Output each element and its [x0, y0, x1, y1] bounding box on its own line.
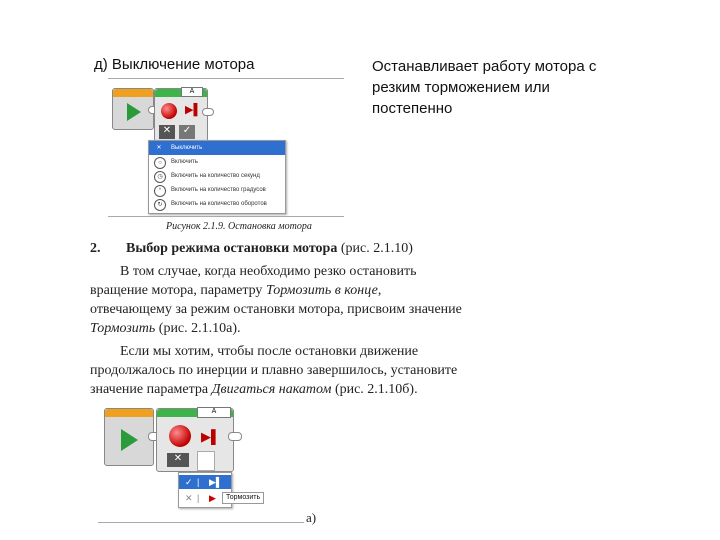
paragraph-1-line-2: вращение мотора, параметру Тормозить в конце,	[90, 283, 382, 298]
menu-item-seconds[interactable]: ◷ Включить на количество секунд	[149, 169, 285, 183]
motor-block[interactable]	[154, 88, 208, 142]
check-icon: ✓	[185, 477, 193, 487]
figure-caption: Рисунок 2.1.9. Остановка мотора	[166, 221, 312, 232]
figure2-bottom-rule	[98, 522, 304, 523]
cross-icon: ✕	[185, 493, 193, 503]
brake-param-slot[interactable]	[197, 451, 215, 471]
paragraph-1-line-3: отвечающему за режим остановки мотора, присвоим значение	[90, 302, 462, 317]
timer-icon: ◷	[154, 171, 166, 183]
brake-check-icon[interactable]: ✓	[179, 125, 195, 139]
figure-bottom-rule	[108, 216, 344, 217]
paragraph-2-line-1: Если мы хотим, чтобы после остановки движение	[120, 344, 419, 359]
rotations-icon: ↻	[154, 199, 166, 211]
paragraph-2-line-2: продолжалось по инерции и плавно завершилось, установите	[90, 363, 458, 378]
menu-item-on[interactable]: ○ Включить	[149, 155, 285, 169]
motor-icon-2	[169, 425, 191, 447]
document-text	[90, 239, 486, 399]
stop-mode-icon: ▶▌	[185, 104, 202, 116]
play-icon-2	[121, 429, 138, 451]
block-connector-right-2	[228, 432, 242, 441]
stop-mode-icon-2: ▶▌	[201, 429, 221, 444]
play-icon	[127, 103, 141, 121]
option-coast[interactable]: ✕ | ▶	[185, 493, 216, 503]
mode-selector-icon-2[interactable]: ✕	[167, 453, 189, 467]
figure-motor-stop	[108, 78, 344, 218]
paragraph-1-line-4: Тормозить (рис. 2.1.10а).	[90, 321, 241, 336]
figure-brake-mode	[98, 402, 304, 526]
figure-top-rule	[108, 78, 344, 79]
option-brake[interactable]: ✓ | ▶▌	[179, 475, 231, 489]
menu-item-rotations[interactable]: ↻ Включить на количество оборотов	[149, 197, 285, 211]
motor-icon	[161, 103, 177, 119]
coast-icon: ▶	[209, 493, 216, 503]
degrees-icon: °	[154, 185, 166, 197]
port-label: A	[181, 87, 203, 97]
section-heading: 2. Выбор режима остановки мотора (рис. 2.1.10)	[90, 241, 413, 256]
on-icon: ○	[154, 157, 166, 169]
tooltip: Тормозить	[222, 492, 264, 504]
paragraph-2-line-3: значение параметра Двигаться накатом (рис. 2.1.10б).	[90, 382, 418, 397]
slide-heading: д) Выключение мотора	[94, 56, 255, 73]
menu-item-off[interactable]: ✕ Выключить	[149, 141, 285, 155]
off-icon: ✕	[156, 145, 162, 151]
block-connector-right	[202, 108, 214, 116]
start-block-2	[104, 408, 154, 466]
mode-menu[interactable]	[148, 140, 286, 214]
port-label-2: A	[197, 407, 231, 418]
paragraph-1-line-1: В том случае, когда необходимо резко остановить	[120, 264, 417, 279]
mode-selector-icon[interactable]: ✕	[159, 125, 175, 139]
brake-icon: ▶▌	[209, 477, 223, 487]
menu-item-degrees[interactable]: ° Включить на количество градусов	[149, 183, 285, 197]
slide-description: Останавливает работу мотора с резким торможением или постепенно	[372, 58, 597, 117]
motor-block-2[interactable]	[156, 408, 234, 472]
figure2-label: а)	[306, 510, 317, 525]
